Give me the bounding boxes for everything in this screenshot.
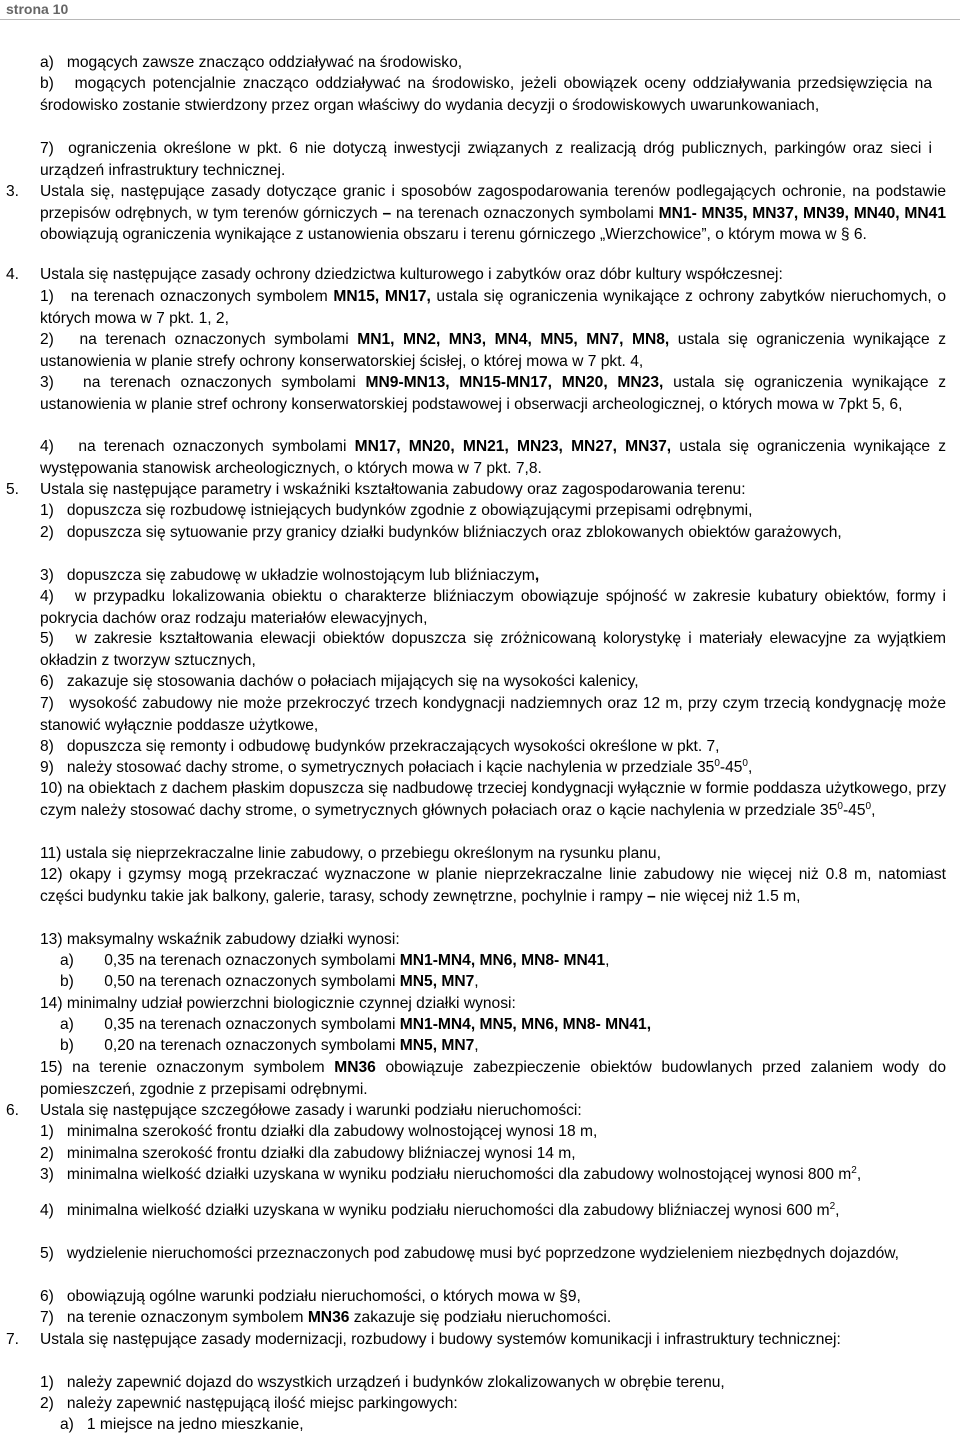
header-divider <box>0 19 960 20</box>
list-item: 7) na terenie oznaczonym symbolem MN36 zakazuje się podziału nieruchomości. <box>40 1309 612 1326</box>
list-item: 6) obowiązują ogólne warunki podziału nieruchomości, o których mowa w §9, <box>40 1288 581 1305</box>
list-item: 2) na terenach oznaczonych symbolami MN1, MN2, MN3, MN4, MN5, MN7, MN8, ustala się ograniczenia wynikające z ustanowienia w planie strefy ochrony konserwatorskiej ścisłej, o której mowa w 7 pkt. 4, <box>40 331 946 370</box>
list-item: 2) minimalna szerokość frontu działki dla zabudowy bliźniaczej wynosi 14 m, <box>40 1145 576 1162</box>
list-item: 7) ograniczenia określone w pkt. 6 nie dotyczą inwestycji związanych z realizacją dróg publicznych, parkingów oraz sieci i urządzeń infrastruktury technicznej. <box>40 140 932 179</box>
list-item: 10) na obiektach z dachem płaskim dopuszcza się nadbudowę trzeciej kondygnacji wyłącznie w formie poddasza użytkowego, przy czym należy stosować dachy strome, o symetrycznych głównych połaciach oraz o kącie nachylenia w przedziale $35^0-45^0$, <box>40 780 946 819</box>
list-item: 3) na terenach oznaczonych symbolami MN9-MN13, MN15-MN17, MN20, MN23, ustala się ograniczenia wynikające z ustanowienia w planie stref ochrony konserwatorskiej podstawowej i obserwacji archeologicznej, o których mowa w 7pkt 5, 6, <box>40 374 947 413</box>
list-item: a) mogących zawsze znacząco oddziaływać na środowisko, <box>40 54 463 71</box>
list-item: 1) minimalna szerokość frontu działki dla zabudowy wolnostojącej wynosi 18 m, <box>40 1123 598 1140</box>
list-item: 13) maksymalny wskaźnik zabudowy działki wynosi: <box>40 931 400 948</box>
list-item: 6) zakazuje się stosowania dachów o połaciach mijających się na wysokości kalenicy, <box>40 673 639 690</box>
list-item: 15) na terenie oznaczonym symbolem MN36 obowiązuje zabezpieczenie obiektów budowlanych przed zalaniem wody do pomieszczeń, zgodnie z przepisami odrębnymi. <box>40 1059 946 1098</box>
list-item: b) mogących potencjalnie znacząco oddziaływać na środowisko, jeżeli obowiązek oceny oddziaływania przedsięwzięcia na środowisko zostanie stwierdzony przez organ właściwy do wydania decyzji o środowiskowych uwarunkowaniach, <box>40 75 932 114</box>
section-number: 3. <box>6 183 20 200</box>
list-item: 4) w przypadku lokalizowania obiektu o charakterze bliźniaczym obowiązuje spójność w zakresie kubatury obiektów, formy i pokrycia dachów oraz rodzaju materiałów elewacyjnych, <box>40 588 946 627</box>
list-item: 12) okapy i gzymsy mogą przekraczać wyznaczone w planie nieprzekraczalne linie zabudowy nie więcej niż 0.8 m, natomiast części budynku takie jak balkony, galerie, tarasy, schody zewnętrzne, pochylnie i rampy – nie więcej niż 1.5 m, <box>40 866 946 905</box>
section-number: 7. <box>6 1331 20 1348</box>
section-paragraph: Ustala się następujące zasady modernizacji, rozbudowy i budowy systemów komunikacji i infrastruktury technicznej: <box>40 1331 841 1348</box>
section-paragraph: Ustala się następujące parametry i wskaźniki kształtowania zabudowy oraz zagospodarowania terenu: <box>40 481 746 498</box>
section-number: 4. <box>6 266 20 283</box>
list-item: b) 0,20 na terenach oznaczonych symbolami MN5, MN7, <box>60 1037 479 1054</box>
section-number: 6. <box>6 1102 20 1119</box>
list-item: 2) dopuszcza się sytuowanie przy granicy działki budynków bliźniaczych oraz zblokowanych obiektów garażowych, <box>40 524 842 541</box>
section-paragraph: Ustala się następujące zasady ochrony dziedzictwa kulturowego i zabytków oraz dóbr kultury współczesnej: <box>40 266 783 283</box>
list-item: 1) należy zapewnić dojazd do wszystkich urządzeń i budynków zlokalizowanych w obrębie terenu, <box>40 1374 725 1391</box>
list-item: 7) wysokość zabudowy nie może przekroczyć trzech kondygnacji nadziemnych oraz 12 m, przy czym trzecią kondygnację może stanowić wyłącznie poddasze użytkowe, <box>40 695 946 734</box>
page-number-label: strona 10 <box>6 1 69 17</box>
list-item: 8) dopuszcza się remonty i odbudowę budynków przekraczających wysokości określone w pkt. 7, <box>40 738 720 755</box>
section-number: 5. <box>6 481 20 498</box>
list-item: b) 0,50 na terenach oznaczonych symbolami MN5, MN7, <box>60 973 479 990</box>
list-item: 1) dopuszcza się rozbudowę istniejących budynków zgodnie z obowiązującymi przepisami odrębnymi, <box>40 502 753 519</box>
list-item: 1) na terenach oznaczonych symbolem MN15, MN17, ustala się ograniczenia wynikające z ochrony zabytków nieruchomych, o których mowa w 7 pkt. 1, 2, <box>40 288 946 327</box>
section-paragraph: Ustala się, następujące zasady dotyczące granic i sposobów zagospodarowania terenów podlegających ochronie, na podstawie przepisów odrębnych, w tym terenów górniczych – na terenach oznaczonych symbolami MN1- MN35, MN37, MN39, MN40, MN41 obowiązują ograniczenia wynikające z ustanowienia obszaru i terenu górniczego „Wierzchowice”, o którym mowa w § 6. <box>40 183 947 244</box>
list-item: 4) minimalna wielkość działki uzyskana w wyniku podziału nieruchomości dla zabudowy bliźniaczej wynosi 600 $m^2$, <box>40 1200 840 1219</box>
list-item: 9) należy stosować dachy strome, o symetrycznych połaciach i kącie nachylenia w przedziale $35^0-45^0$, <box>40 757 753 776</box>
list-item: 3) minimalna wielkość działki uzyskana w wyniku podziału nieruchomości dla zabudowy wolnostojącej wynosi 800 $m^2$, <box>40 1164 862 1183</box>
list-item: a) 1 miejsce na jedno mieszkanie, <box>60 1416 304 1433</box>
list-item: 11) ustala się nieprzekraczalne linie zabudowy, o przebiegu określonym na rysunku planu, <box>40 845 661 862</box>
page-header <box>0 0 960 22</box>
list-item: 2) należy zapewnić następującą ilość miejsc parkingowych: <box>40 1395 458 1412</box>
list-item: 14) minimalny udział powierzchni biologicznie czynnej działki wynosi: <box>40 995 516 1012</box>
section-paragraph: Ustala się następujące szczegółowe zasady i warunki podziału nieruchomości: <box>40 1102 582 1119</box>
list-item: 5) wydzielenie nieruchomości przeznaczonych pod zabudowę musi być poprzedzone wydzieleniem niezbędnych dojazdów, <box>40 1245 900 1262</box>
list-item: 5) w zakresie kształtowania elewacji obiektów dopuszcza się zróżnicowaną kolorystykę i materiały elewacyjne za wyjątkiem okładzin z tworzyw sztucznych, <box>40 630 946 669</box>
list-item: a) 0,35 na terenach oznaczonych symbolami MN1-MN4, MN6, MN8- MN41, <box>60 952 610 969</box>
list-item: 3) dopuszcza się zabudowę w układzie wolnostojącym lub bliźniaczym, <box>40 567 540 584</box>
list-item: a) 0,35 na terenach oznaczonych symbolami MN1-MN4, MN5, MN6, MN8- MN41, <box>60 1016 652 1033</box>
list-item: 4) na terenach oznaczonych symbolami MN17, MN20, MN21, MN23, MN27, MN37, ustala się ograniczenia wynikające z występowania stanowisk archeologicznych, o których mowa w 7 pkt. 7,8. <box>40 438 947 477</box>
